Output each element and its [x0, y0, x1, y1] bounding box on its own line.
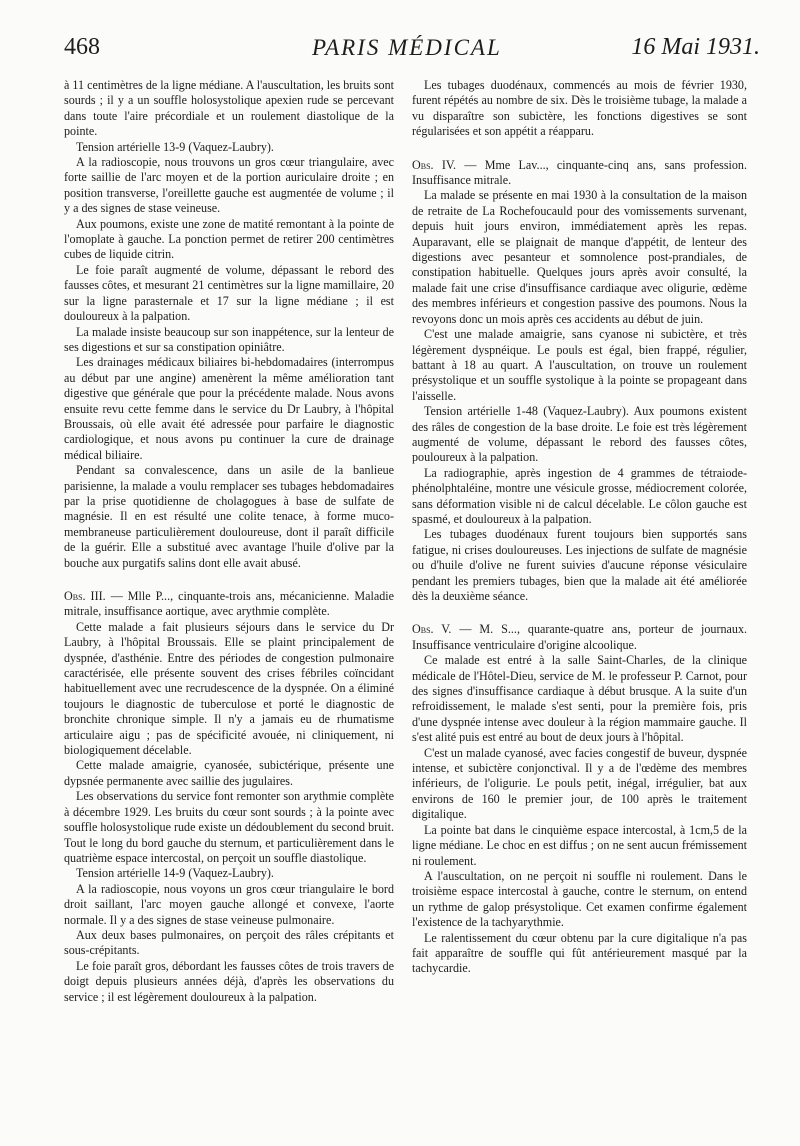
paragraph: Le foie paraît augmenté de volume, dépassant le rebord des fausses côtes, et mesurant 21 centimètres sur la ligne mamillaire, 20 sur la ligne parasternale et 17 sur la ligne médiane ; il est douloureux à la palpation.	[64, 262, 394, 324]
observation-title: — Mlle P..., cinquante-trois ans, mécanicienne. Maladie mitrale, insuffisance aortique, avec arythmie complète.	[64, 589, 394, 619]
observation-label: Obs. III.	[64, 589, 106, 603]
observation-label: Obs. V.	[412, 622, 452, 637]
paragraph: Le foie paraît gros, débordant les fausses côtes de trois travers de doigt depuis plusieurs années déjà, d'après les observations du service ; il est légèrement douloureux à la palpation.	[64, 958, 394, 1004]
paragraph: Les tubages duodénaux furent toujours bien supportés sans fatigue, ni crises douloureuses. Les injections de sulfate de magnésie ou d'huile d'olive ne furent suivies d'aucune réponse vésiculaire pendant les premiers tubages, bien que la malade ait été améliorée dès la deuxième séance.	[412, 527, 747, 603]
paragraph: A la radioscopie, nous voyons un gros cœur triangulaire le bord droit saillant, l'arc moyen gauche allongé et convexe, l'aorte normale. Il y a des signes de stase veineuse pulmonaire.	[64, 881, 394, 927]
paragraph: A l'auscultation, on ne perçoit ni souffle ni roulement. Dans le troisième espace intercostal à gauche, contre le sternum, on entend un rythme de galop présystolique. Cet examen confirme également l'existence de la tachyarythmie.	[412, 868, 747, 930]
paragraph: C'est un malade cyanosé, avec facies congestif de buveur, dyspnée intense, et subictère conjonctival. Il y a de l'œdème des membres inférieurs, de l'oligurie. Le pouls petit, inégal, irrégulier, bat aux environs de 160 le premier jour, de 100 après le traitement digitalique.	[412, 745, 747, 822]
paragraph: Cette malade amaigrie, cyanosée, subictérique, présente une dypsnée permanente avec saillie des jugulaires.	[64, 758, 394, 788]
left-column	[64, 78, 394, 1005]
paragraph: Pendant sa convalescence, dans un asile de la banlieue parisienne, la malade a voulu remplacer ses tubages hebdomadaires par la prise quotidienne de cholagogues à base de sulfate de magnésie. Il en est résulté une colite tenace, à forme muco-membraneuse particulièrement douloureuse, dont il paraît difficile de la guérir. Elle a substitué avec avantage l'huile d'olive par la bouche aux purgatifs salins dont elle avait abusé.	[64, 463, 394, 570]
paragraph: C'est une malade amaigrie, sans cyanose ni subictère, et très légèrement dyspnéique. Le pouls est égal, bien frappé, régulier, battant à 18 au quart. A l'auscultation, on trouve un roulement présystolique et un souffle systolique à la pointe se propageant dans l'aisselle.	[412, 327, 747, 403]
observation-heading	[64, 589, 394, 620]
observation-heading	[412, 622, 747, 653]
right-column	[412, 78, 747, 977]
paragraph: à 11 centimètres de la ligne médiane. A l'auscultation, les bruits sont sourds ; il y a un souffle holosystolique apexien rude se percevant dans toute l'aire précordiale et un roulement diastolique de la pointe.	[64, 78, 394, 139]
paragraph: Tension artérielle 1-48 (Vaquez-Laubry). Aux poumons existent des râles de congestion de la base droite. Le foie est très légèrement augmenté de volume, dépassant le rebord des fausses côtes, pouloureux à la palpation.	[412, 404, 747, 465]
paragraph: La malade insiste beaucoup sur son inappétence, sur la lenteur de ses digestions et sur sa constipation opiniâtre.	[64, 324, 394, 354]
observation-heading	[412, 158, 747, 189]
paragraph: Tension artérielle 14-9 (Vaquez-Laubry).	[76, 866, 274, 881]
observation-title: — Mme Lav..., cinquante-cinq ans, sans profession. Insuffisance mitrale.	[412, 157, 748, 188]
observation-label: Obs. IV.	[412, 157, 457, 172]
paragraph: La pointe bat dans le cinquième espace intercostal, à 1cm,5 de la ligne médiane. Le choc en est diffus ; on ne sent aucun frémissement ni roulement.	[412, 822, 747, 868]
paragraph: Le ralentissement du cœur obtenu par la cure digitalique n'a pas fait apparaître de souffle qui fût antérieurement masqué par la tachycardie.	[412, 930, 747, 976]
page-header	[64, 34, 760, 74]
paragraph: La radiographie, après ingestion de 4 grammes de tétraiode-phénolphtaléine, montre une vésicule grosse, médiocrement colorée, sans déformation visible ni de calcul décelable. Le côlon gauche est spasmé, et douloureux à la palpation.	[412, 465, 747, 526]
paragraph: Tension artérielle 13-9 (Vaquez-Laubry).	[76, 139, 274, 154]
paragraph: Les tubages duodénaux, commencés au mois de février 1930, furent répétés au nombre de six. Dès le troisième tubage, la malade a vu disparaître son subictère, les fonctions digestives se sont régularisées et son appétit a réapparu.	[412, 78, 747, 139]
paragraph: Aux poumons, existe une zone de matité remontant à la pointe de l'omoplate à gauche. La ponction permet de retirer 200 centimètres cubes de liquide citrin.	[64, 216, 394, 262]
paragraph: Les observations du service font remonter son arythmie complète à décembre 1929. Les bruits du cœur sont sourds ; à la pointe avec souffle holosystolique rude existe un dédoublement du second bruit. Tout le long du bord gauche du sternum, et particulièrement dans le quatrième espace intercostal, on perçoit un souffle diastolique.	[64, 789, 394, 865]
observation-title: — M. S..., quarante-quatre ans, porteur de journaux. Insuffisance ventriculaire d'origine alcoolique.	[412, 622, 748, 652]
paragraph: La malade se présente en mai 1930 à la consultation de la maison de retraite de La Rochefoucauld pour des vomissements survenant, depuis huit jours environ, immédiatement après les repas. Auparavant, elle se plaignait de manque d'appétit, de lenteur des digestions avec pesanteur et somnolence post-prandiales, de constipation habituelle. Quelques jours après avoir consulté, la malade fait une crise d'insuffisance cardiaque avec oligurie, œdème des membres inférieurs et congestion passive des poumons. Nous la revoyons donc un mois après ces accidents au début de juin.	[412, 188, 747, 326]
page-number: 468	[64, 34, 100, 60]
paragraph: A la radioscopie, nous trouvons un gros cœur triangulaire, avec forte saillie de l'arc moyen et de la portion auriculaire droite ; en position transverse, l'oreillette gauche est augmentée de volume ; il y a des signes de stase veineuse.	[64, 155, 394, 216]
paragraph: Aux deux bases pulmonaires, on perçoit des râles crépitants et sous-crépitants.	[64, 927, 394, 958]
issue-date: 16 Mai 1931.	[631, 34, 760, 60]
paragraph: Ce malade est entré à la salle Saint-Charles, de la clinique médicale de l'Hôtel-Dieu, service de M. le professeur P. Carnot, pour des signes d'insuffisance cardiaque à début brusque. A la suite d'un refroidissement, le malade s'est senti, pour la première fois, pris d'une dyspnée intense avec douleur à la région mammaire gauche. Il s'est alité puis est entré au bout de deux jours à l'hôpital.	[412, 653, 747, 745]
paragraph: Cette malade a fait plusieurs séjours dans le service du Dr Laubry, à l'hôpital Broussais. Elle se plaint principalement de dyspnée, d'asthénie. Entre des périodes de congestion pulmonaire caractérisée, elle présente souvent des crises fébriles coïncidant habituellement avec une recrudescence de la dyspnée. On a éliminé toujours le diagnostic de tuberculose et porté le diagnostic de bronchite chronique simple. Il n'y a jamais eu de rhumatisme articulaire aigu ; pas de spécificité avouée, ni cliniquement, ni biologiquement décelable.	[64, 619, 394, 758]
journal-title: PARIS MÉDICAL	[312, 35, 502, 60]
paragraph: Les drainages médicaux biliaires bi-hebdomadaires (interrompus au début par une angine) amenèrent la même amélioration tant digestive que générale que pour la précédente malade. Nous avons ensuite revu cette femme dans le service du Dr Laubry, à l'hôpital Broussais, où elle avait été adressée pour parfaire le diagnostic cardiologique, et nous avons pu continuer la cure de drainage médical biliaire.	[64, 355, 394, 462]
